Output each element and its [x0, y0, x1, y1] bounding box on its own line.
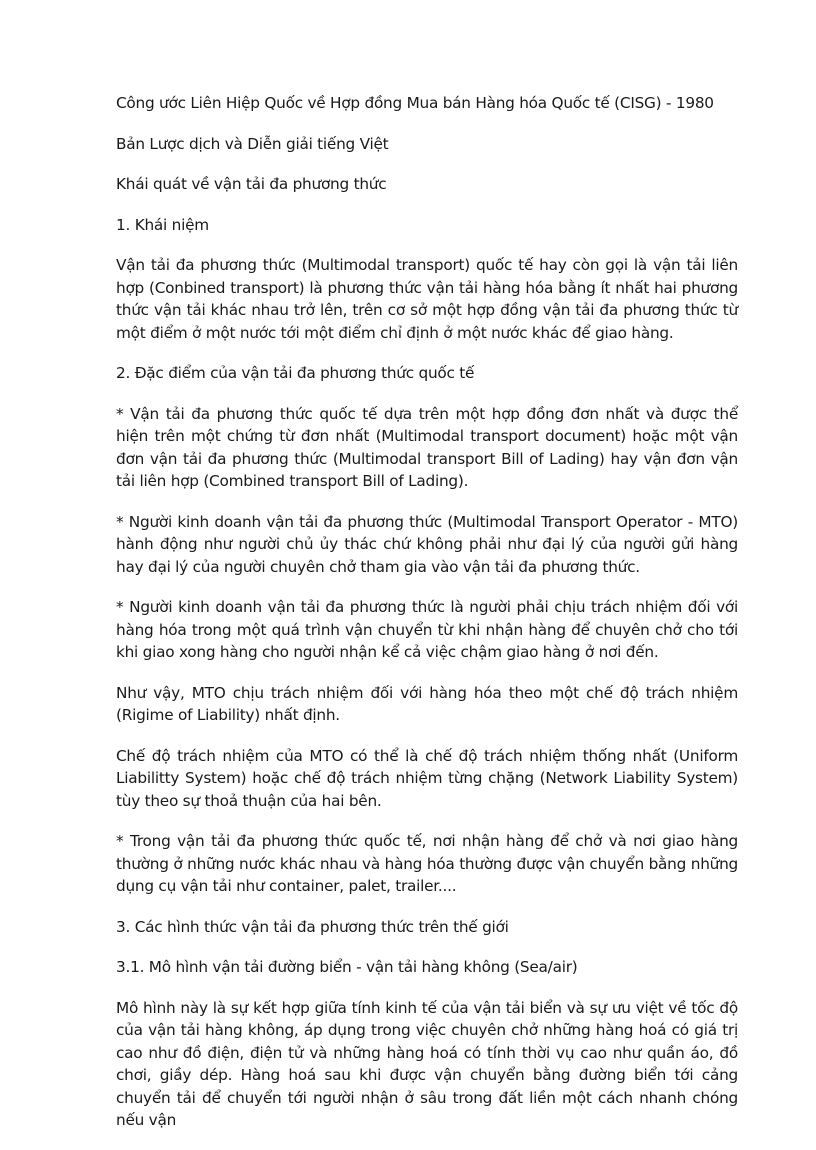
heading-characteristics: 2. Đặc điểm của vận tải đa phương thức quốc tế: [116, 364, 475, 382]
paragraph-liability-systems: Chế độ trách nhiệm của MTO có thể là chế độ trách nhiệm thống nhất (Uniform Liabilitty System) hoặc chế độ trách nhiệm từng chặng (Network Liability System) tùy theo sự thoả thuận của hai bên.: [116, 746, 738, 810]
document-subtitle: Bản Lược dịch và Diễn giải tiếng Việt: [116, 134, 389, 153]
paragraph-liability-regime: Như vậy, MTO chịu trách nhiệm đối với hàng hóa theo một chế độ trách nhiệm (Rigime of Liability) nhất định.: [116, 683, 738, 724]
paragraph-delivery-places: * Trong vận tải đa phương thức quốc tế, nơi nhận hàng để chở và nơi giao hàng thường ở những nước khác nhau và hàng hóa thường được vận chuyển bằng những dụng cụ vận tải như container, palet, trailer....: [116, 832, 738, 895]
section-heading: Khái quát về vận tải đa phương thức: [116, 175, 387, 193]
heading-concept: 1. Khái niệm: [116, 215, 209, 234]
document-page: [116, 92, 738, 1150]
heading-forms: 3. Các hình thức vận tải đa phương thức trên thế giới: [116, 917, 509, 936]
document-title: Công ước Liên Hiệp Quốc về Hợp đồng Mua bán Hàng hóa Quốc tế (CISG) - 1980: [116, 94, 714, 112]
paragraph-mto-role: * Người kinh doanh vận tải đa phương thức (Multimodal Transport Operator - MTO) hành động như người chủ ủy thác chứ không phải như đại lý của người gửi hàng hay đại lý của người chuyên chở tham gia vào vận tải đa phương thức.: [116, 512, 738, 576]
paragraph-mto-responsibility: * Người kinh doanh vận tải đa phương thức là người phải chịu trách nhiệm đối với hàng hóa trong một quá trình vận chuyển từ khi nhận hàng để chuyên chở cho tới khi giao xong hàng cho người nhận kể cả việc chậm giao hàng ở nơi đến.: [116, 598, 738, 661]
heading-sea-air: 3.1. Mô hình vận tải đường biển - vận tải hàng không (Sea/air): [116, 958, 578, 976]
paragraph-sea-air-model: Mô hình này là sự kết hợp giữa tính kinh tế của vận tải biển và sự ưu việt về tốc độ của vận tải hàng không, áp dụng trong việc chuyên chở những hàng hoá có giá trị cao như đồ điện, điện tử và những hàng hoá có tính thời vụ cao như quần áo, đồ chơi, giầy dép. Hàng hoá sau khi được vận chuyển bằng đường biển tới cảng chuyển tải để chuyển tới người nhận ở sâu trong đất liền một cách nhanh chóng nếu vận: [116, 998, 738, 1129]
paragraph-single-contract: * Vận tải đa phương thức quốc tế dựa trên một hợp đồng đơn nhất và được thể hiện trên một chứng từ đơn nhất (Multimodal transport document) hoặc một vận đơn vận tải đa phương thức (Multimodal transport Bill of Lading) hay vận đơn vận tải liên hợp (Combined transport Bill of Lading).: [116, 404, 738, 490]
paragraph-definition: Vận tải đa phương thức (Multimodal transport) quốc tế hay còn gọi là vận tải liên hợp (Conbined transport) là phương thức vận tải hàng hóa bằng ít nhất hai phương thức vận tải khác nhau trở lên, trên cơ sở một hợp đồng vận tải đa phương thức từ một điểm ở một nước tới một điểm chỉ định ở một nước khác để giao hàng.: [116, 256, 738, 342]
